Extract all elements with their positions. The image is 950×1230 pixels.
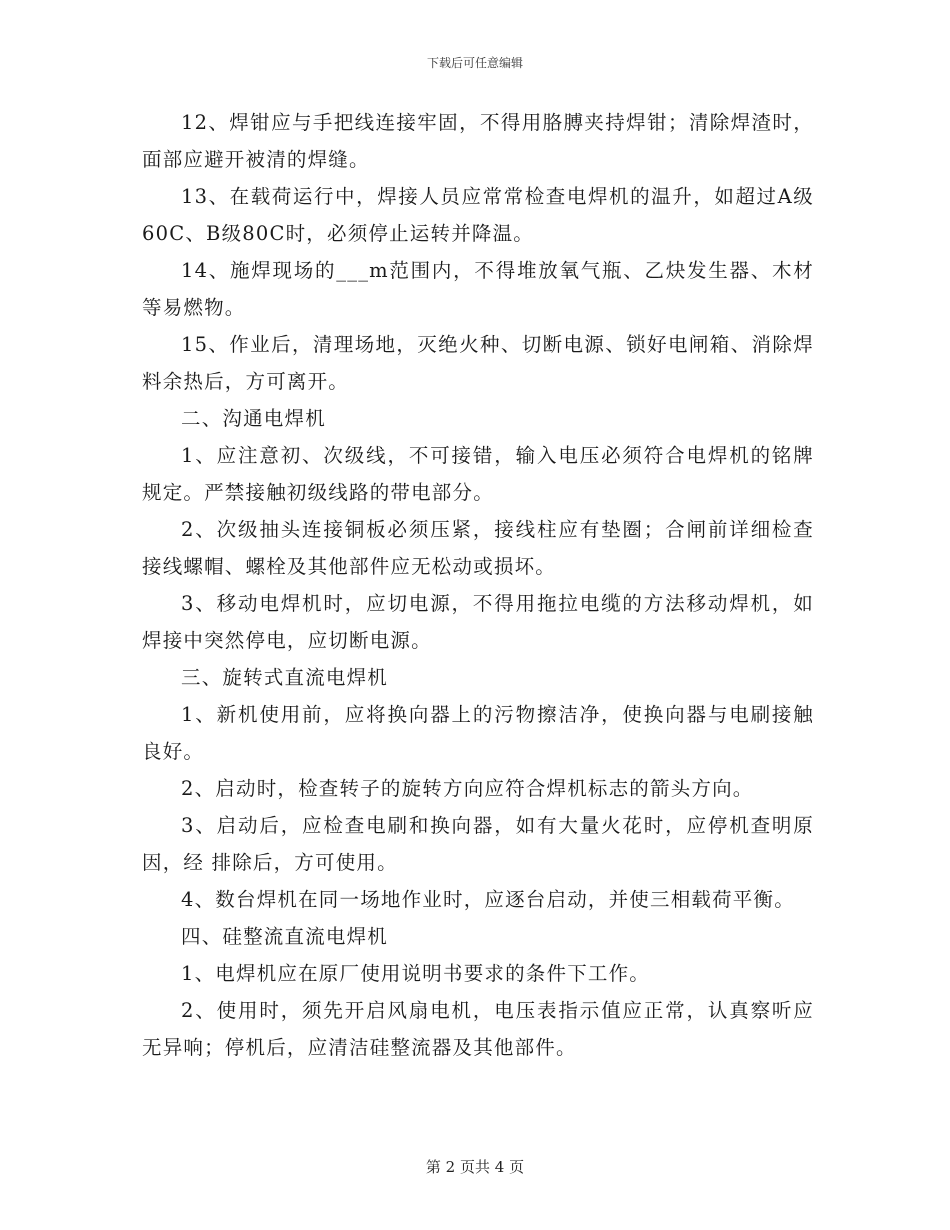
paragraph-rotary-3: 3、启动后，应检查电刷和换向器，如有大量火花时，应停机查明原因，经 排除后，方可使用。 bbox=[142, 814, 814, 874]
paragraph-14: 14、施焊现场的___m范围内，不得堆放氧气瓶、乙炔发生器、木材等易燃物。 bbox=[142, 259, 814, 319]
paragraph-rotary-2: 2、启动时，检查转子的旋转方向应符合焊机标志的箭头方向。 bbox=[181, 777, 754, 800]
paragraph-silicon-1: 1、电焊机应在原厂使用说明书要求的条件下工作。 bbox=[181, 962, 651, 985]
paragraph-ac-1: 1、应注意初、次级线，不可接错，输入电压必须符合电焊机的铭牌规定。严禁接触初级线路的带电部分。 bbox=[142, 444, 814, 504]
paragraph-rotary-1: 1、新机使用前，应将换向器上的污物擦洁净，使换向器与电刷接触良好。 bbox=[142, 703, 814, 763]
paragraph-rotary-4: 4、数台焊机在同一场地作业时，应逐台启动，并使三相载荷平衡。 bbox=[181, 888, 795, 911]
paragraph-12: 12、焊钳应与手把线连接牢固，不得用胳膊夹持焊钳；清除焊渣时，面部应避开被清的焊缝。 bbox=[142, 111, 814, 171]
paragraph-ac-3: 3、移动电焊机时，应切电源，不得用拖拉电缆的方法移动焊机，如焊接中突然停电，应切断电源。 bbox=[142, 592, 814, 652]
document-body bbox=[142, 104, 814, 1066]
section-heading-4: 四、硅整流直流电焊机 bbox=[181, 925, 389, 948]
page-header: 下载后可任意编辑 bbox=[426, 56, 523, 70]
paragraph-15: 15、作业后，清理场地，灭绝火种、切断电源、锁好电闸箱、消除焊料余热后，方可离开。 bbox=[142, 333, 814, 393]
page-footer: 第 2 页共 4 页 bbox=[425, 1158, 525, 1176]
paragraph-silicon-2: 2、使用时，须先开启风扇电机，电压表指示值应正常，认真察听应无异响；停机后，应清洁硅整流器及其他部件。 bbox=[142, 999, 814, 1059]
paragraph-13: 13、在载荷运行中，焊接人员应常常检查电焊机的温升，如超过A级60C、B级80C时，必须停止运转并降温。 bbox=[142, 185, 814, 245]
paragraph-ac-2: 2、次级抽头连接铜板必须压紧，接线柱应有垫圈；合闸前详细检查接线螺帽、螺栓及其他部件应无松动或损坏。 bbox=[142, 518, 814, 578]
section-heading-2: 二、沟通电焊机 bbox=[181, 407, 326, 430]
section-heading-3: 三、旋转式直流电焊机 bbox=[181, 666, 389, 689]
